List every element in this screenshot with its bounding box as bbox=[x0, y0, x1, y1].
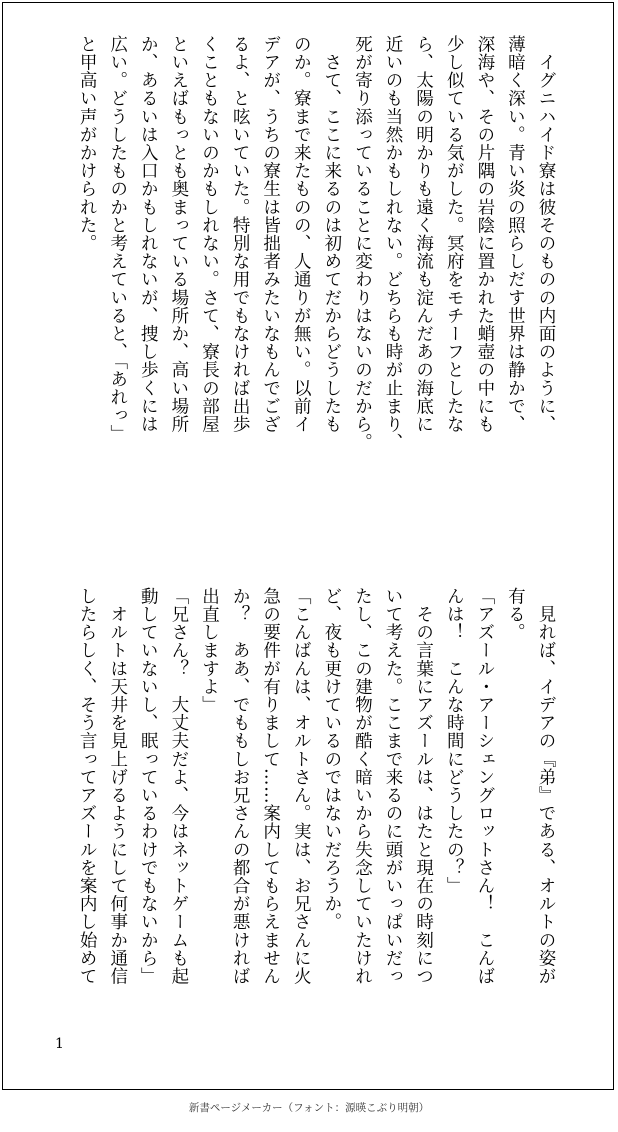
text-column: 急の要件が有りまして……案内してもらえません bbox=[260, 587, 281, 986]
text-column: 「兄さん？ 大丈夫だよ、今はネットゲームも起 bbox=[168, 587, 189, 986]
text-column: 広い。どうしたものかと考えていると、「あれっ」 bbox=[107, 35, 128, 443]
text-column: 深海や、その片隅の岩陰に置かれた蛸壺の中にも bbox=[474, 35, 495, 434]
text-column: のか。寮まで来たものの、人通りが無い。以前イ bbox=[291, 35, 312, 434]
text-column: 近いのも当然かもしれない。どちらも時が止まり、 bbox=[383, 35, 404, 452]
upper-text-block bbox=[49, 35, 561, 533]
lower-text-block bbox=[49, 587, 561, 1087]
text-column: イグニハイド寮は彼そのものの内面のように、 bbox=[536, 35, 556, 434]
text-column: 見れば、イデアの『弟』である、オルトの姿が bbox=[536, 587, 556, 986]
text-column: デアが、うちの寮生は皆拙者みたいなもんでござ bbox=[260, 35, 281, 434]
text-column: したらしく、そう言ってアズールを案内し始めて bbox=[77, 587, 98, 986]
text-column: いて考えた。ここまで来るのに頭がいっぱいだっ bbox=[383, 587, 404, 986]
text-column: 動していないし、眠っているわけでもないから」 bbox=[138, 587, 159, 986]
book-page bbox=[2, 2, 614, 1090]
text-column: 出直しますよ」 bbox=[199, 587, 220, 714]
text-column: ど、夜も更けているのではないだろうか。 bbox=[321, 587, 342, 931]
text-column: るよ、と呟いていた。特別な用でもなければ出歩 bbox=[230, 35, 251, 434]
text-column: くこともないのかもしれない。さて、寮長の部屋 bbox=[199, 35, 220, 434]
text-column: 死が寄り添っていることに変わりはないのだから。 bbox=[352, 35, 373, 452]
text-column: か？ ああ、でももしお兄さんの都合が悪ければ bbox=[230, 587, 251, 986]
text-column: 薄暗く深い。青い炎の照らしだす世界は静かで、 bbox=[505, 35, 526, 434]
text-column: 「アズール・アーシェングロットさん！ こんば bbox=[474, 587, 495, 986]
text-column: か、あるいは入口かもしれないが、捜し歩くには bbox=[138, 35, 159, 434]
text-column: その言葉にアズールは、はたと現在の時刻につ bbox=[413, 587, 434, 986]
text-column: さて、ここに来るのは初めてだからどうしたも bbox=[321, 35, 342, 434]
footer-credit: 新書ページメーカー（フォント：源暎こぶり明朝） bbox=[188, 1102, 430, 1114]
text-column: と甲高い声がかけられた。 bbox=[77, 35, 98, 253]
text-column: 「こんばんは、オルトさん。実は、お兄さんに火 bbox=[291, 587, 312, 986]
text-column: んは！ こんな時間にどうしたの？」 bbox=[444, 587, 465, 895]
text-column: 少し似ている気がした。冥府をモチーフとしたな bbox=[444, 35, 465, 434]
page-number: 1 bbox=[55, 1036, 64, 1052]
text-column: ら、太陽の明かりも遠く海流も淀んだあの海底に bbox=[413, 35, 434, 434]
text-column: 有る。 bbox=[505, 587, 526, 642]
text-column: たし、この建物が酷く暗いから失念していたけれ bbox=[352, 587, 373, 986]
text-column: オルトは天井を見上げるようにして何事か通信 bbox=[107, 587, 128, 986]
text-column: といえばもっとも奥まっている場所か、高い場所 bbox=[168, 35, 189, 434]
